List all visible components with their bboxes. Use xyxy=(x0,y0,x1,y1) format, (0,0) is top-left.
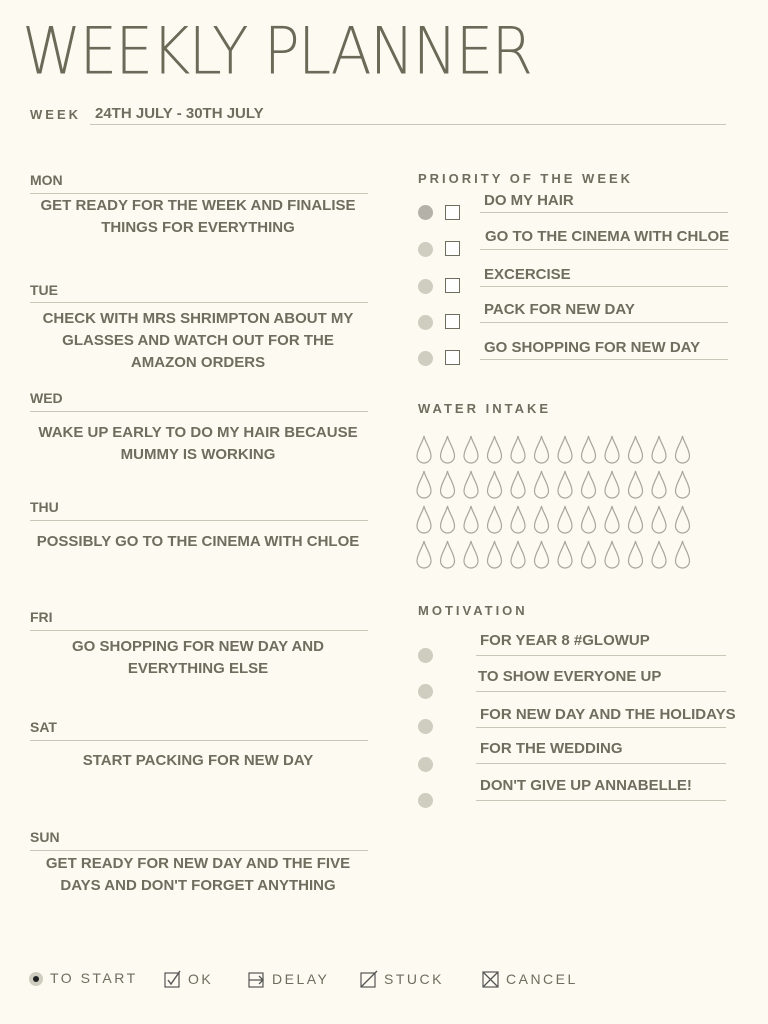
water-drop-icon[interactable] xyxy=(629,436,643,463)
water-drop-icon[interactable] xyxy=(558,541,572,568)
priority-underline xyxy=(480,286,728,287)
slash-box-icon xyxy=(360,970,378,988)
water-drop-icon[interactable] xyxy=(582,506,596,533)
day-label-wed: WED xyxy=(30,390,63,406)
motivation-dot xyxy=(418,757,433,772)
day-label-thu: THU xyxy=(30,499,59,515)
water-drop-icon[interactable] xyxy=(605,436,619,463)
water-drop-icon[interactable] xyxy=(558,471,572,498)
day-text-sat[interactable]: START PACKING FOR NEW DAY xyxy=(82,752,314,769)
motivation-underline xyxy=(476,763,726,764)
day-label-sat: SAT xyxy=(30,719,57,735)
motivation-underline xyxy=(476,655,726,656)
water-drop-icon[interactable] xyxy=(652,471,666,498)
day-divider xyxy=(30,520,368,521)
water-drop-icon[interactable] xyxy=(511,436,525,463)
priority-checkbox[interactable] xyxy=(445,241,460,256)
motivation-item[interactable]: FOR YEAR 8 #GLOWUP xyxy=(480,632,650,649)
water-drop-icon[interactable] xyxy=(676,506,690,533)
priority-heading: PRIORITY OF THE WEEK xyxy=(418,171,634,186)
day-text-fri[interactable]: GO SHOPPING FOR NEW DAY AND EVERYTHING ELSE xyxy=(72,638,324,677)
day-divider xyxy=(30,850,368,851)
day-divider xyxy=(30,630,368,631)
water-drop-icon[interactable] xyxy=(511,541,525,568)
water-drop-icon[interactable] xyxy=(605,471,619,498)
water-drop-icon[interactable] xyxy=(417,541,431,568)
legend-to-start xyxy=(28,970,138,986)
motivation-underline xyxy=(476,691,726,692)
priority-underline xyxy=(480,212,728,213)
priority-dot xyxy=(418,205,433,220)
motivation-item[interactable]: FOR NEW DAY AND THE HOLIDAYS xyxy=(480,706,736,723)
motivation-dot xyxy=(418,648,433,663)
priority-item[interactable]: GO SHOPPING FOR NEW DAY xyxy=(484,339,701,356)
water-drop-icon[interactable] xyxy=(629,506,643,533)
motivation-item[interactable]: DON'T GIVE UP ANNABELLE! xyxy=(480,777,692,794)
day-text-thu[interactable]: POSSIBLY GO TO THE CINEMA WITH CHLOE xyxy=(36,533,360,550)
motivation-heading: MOTIVATION xyxy=(418,603,528,618)
water-drop-icon[interactable] xyxy=(582,541,596,568)
water-drop-icon[interactable] xyxy=(629,541,643,568)
day-text-sun[interactable]: GET READY FOR NEW DAY AND THE FIVE DAYS AND DON'T FORGET ANYTHING xyxy=(45,855,351,894)
legend-delay xyxy=(248,970,329,988)
legend-label: STUCK xyxy=(384,971,444,987)
motivation-item[interactable]: TO SHOW EVERYONE UP xyxy=(478,668,662,685)
water-drop-icon[interactable] xyxy=(511,506,525,533)
water-drop-icon[interactable] xyxy=(441,506,455,533)
water-drop-icon[interactable] xyxy=(605,541,619,568)
day-label-sun: SUN xyxy=(30,829,60,845)
week-value[interactable]: 24TH JULY - 30TH JULY xyxy=(95,105,264,122)
priority-dot xyxy=(418,351,433,366)
priority-underline xyxy=(480,249,728,250)
priority-dot xyxy=(418,315,433,330)
motivation-dot xyxy=(418,793,433,808)
page-title: WEEKLY PLANNER xyxy=(22,14,532,90)
water-drop-icon[interactable] xyxy=(676,436,690,463)
water-drop-icon[interactable] xyxy=(652,541,666,568)
day-text-wed[interactable]: WAKE UP EARLY TO DO MY HAIR BECAUSE MUMMY IS WORKING xyxy=(38,424,358,463)
water-drop-icon[interactable] xyxy=(676,471,690,498)
week-underline xyxy=(90,124,726,125)
priority-item[interactable]: EXCERCISE xyxy=(484,266,571,283)
priority-underline xyxy=(480,359,728,360)
water-drop-icon[interactable] xyxy=(558,506,572,533)
priority-item[interactable]: DO MY HAIR xyxy=(484,192,574,209)
motivation-dot xyxy=(418,719,433,734)
water-drop-icon[interactable] xyxy=(488,436,502,463)
priority-dot xyxy=(418,279,433,294)
water-drop-icon[interactable] xyxy=(488,471,502,498)
water-drop-icon[interactable] xyxy=(464,506,478,533)
priority-checkbox[interactable] xyxy=(445,205,460,220)
motivation-item[interactable]: FOR THE WEDDING xyxy=(480,740,623,757)
water-drop-icon[interactable] xyxy=(441,541,455,568)
water-drop-icon[interactable] xyxy=(652,506,666,533)
water-drop-icon[interactable] xyxy=(417,506,431,533)
day-divider xyxy=(30,302,368,303)
water-drop-icon[interactable] xyxy=(464,471,478,498)
day-text-mon[interactable]: GET READY FOR THE WEEK AND FINALISE THINGS FOR EVERYTHING xyxy=(40,197,356,236)
day-divider xyxy=(30,411,368,412)
day-divider xyxy=(30,193,368,194)
water-drop-icon[interactable] xyxy=(605,506,619,533)
day-text-tue[interactable]: CHECK WITH MRS SHRIMPTON ABOUT MY GLASSES AND WATCH OUT FOR THE AMAZON ORDERS xyxy=(42,310,354,371)
legend-label: OK xyxy=(188,971,214,987)
water-drop-grid xyxy=(414,434,704,574)
motivation-underline xyxy=(476,727,726,728)
priority-checkbox[interactable] xyxy=(445,314,460,329)
priority-checkbox[interactable] xyxy=(445,278,460,293)
water-drop-icon[interactable] xyxy=(629,471,643,498)
legend-cancel xyxy=(482,970,578,988)
water-drop-icon[interactable] xyxy=(511,471,525,498)
day-label-fri: FRI xyxy=(30,609,53,625)
water-drop-icon[interactable] xyxy=(535,471,549,498)
x-box-icon xyxy=(482,970,500,988)
water-drop-icon[interactable] xyxy=(464,541,478,568)
water-drop-icon[interactable] xyxy=(558,436,572,463)
priority-dot xyxy=(418,242,433,257)
water-drop-icon[interactable] xyxy=(417,471,431,498)
filled-dot-icon xyxy=(28,970,44,986)
priority-underline xyxy=(480,322,728,323)
check-box-icon xyxy=(164,970,182,988)
day-divider xyxy=(30,740,368,741)
water-drop-icon[interactable] xyxy=(488,541,502,568)
water-drop-icon[interactable] xyxy=(582,471,596,498)
water-drop-icon[interactable] xyxy=(535,541,549,568)
week-label: WEEK xyxy=(30,107,81,122)
water-drop-icon[interactable] xyxy=(488,506,502,533)
water-drop-icon[interactable] xyxy=(441,436,455,463)
water-drop-icon[interactable] xyxy=(676,541,690,568)
arrow-box-icon xyxy=(248,970,266,988)
priority-checkbox[interactable] xyxy=(445,350,460,365)
day-label-mon: MON xyxy=(30,172,63,188)
water-drop-icon[interactable] xyxy=(464,436,478,463)
legend-ok xyxy=(164,970,213,988)
water-drop-icon[interactable] xyxy=(441,471,455,498)
motivation-dot xyxy=(418,684,433,699)
water-drop-icon[interactable] xyxy=(535,506,549,533)
water-drop-icon[interactable] xyxy=(582,436,596,463)
water-drop-icon[interactable] xyxy=(417,436,431,463)
day-label-tue: TUE xyxy=(30,282,58,298)
motivation-underline xyxy=(476,800,726,801)
water-drop-icon[interactable] xyxy=(652,436,666,463)
legend-label: DELAY xyxy=(272,971,330,987)
water-heading: WATER INTAKE xyxy=(418,401,552,416)
legend-label: TO START xyxy=(50,970,138,986)
legend-stuck xyxy=(360,970,444,988)
water-drop-icon[interactable] xyxy=(535,436,549,463)
legend-label: CANCEL xyxy=(506,971,578,987)
priority-item[interactable]: PACK FOR NEW DAY xyxy=(484,301,635,318)
priority-item[interactable]: GO TO THE CINEMA WITH CHLOE xyxy=(485,228,730,245)
